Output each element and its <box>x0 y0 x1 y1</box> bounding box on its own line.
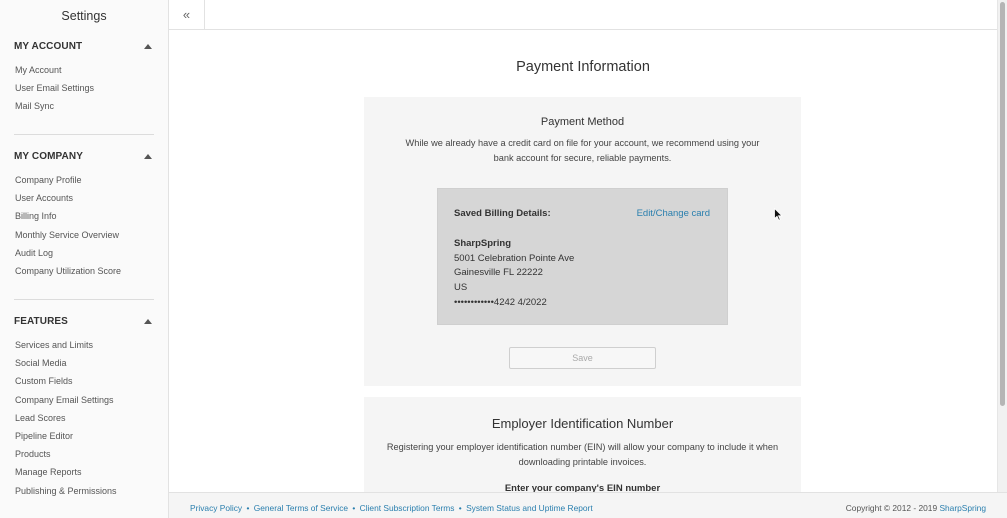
footer <box>169 492 1007 518</box>
footer-separator: • <box>352 503 356 513</box>
ein-description: Registering your employer identification number (EIN) will allow your company to include it when downloading printable invoices. <box>386 442 779 467</box>
sidebar-item-user-email-settings[interactable]: User Email Settings <box>15 83 95 94</box>
billing-country: US <box>454 282 468 294</box>
caret-up-icon[interactable] <box>144 319 152 324</box>
copyright <box>846 503 986 513</box>
payment-method-description: While we already have a credit card on file for your account, we recommend using your bank account for secure, reliable payments. <box>405 138 760 163</box>
sidebar-item-billing-info[interactable]: Billing Info <box>15 211 57 222</box>
ein-title: Employer Identification Number <box>491 416 674 431</box>
sidebar-item-products[interactable]: Products <box>15 449 51 460</box>
section-header-my-company[interactable] <box>14 148 154 164</box>
billing-address <box>454 237 574 310</box>
saved-billing-details-box <box>437 188 728 325</box>
footer-separator: • <box>246 503 250 513</box>
saved-billing-details-label: Saved Billing Details: <box>454 208 551 219</box>
sidebar-item-monthly-service-overview[interactable]: Monthly Service Overview <box>15 229 120 240</box>
caret-up-icon[interactable] <box>144 154 152 159</box>
sidebar-item-user-accounts[interactable]: User Accounts <box>15 193 74 204</box>
section-header-label: MY COMPANY <box>14 150 83 162</box>
sidebar-item-pipeline-editor[interactable]: Pipeline Editor <box>15 430 74 441</box>
sidebar-item-manage-reports[interactable]: Manage Reports <box>15 467 82 478</box>
footer-separator: • <box>458 503 462 513</box>
sidebar-item-mail-sync[interactable]: Mail Sync <box>15 101 55 112</box>
billing-street: 5001 Celebration Pointe Ave <box>454 252 575 264</box>
sidebar-item-publishing-permissions[interactable]: Publishing & Permissions <box>15 485 117 496</box>
section-my-account <box>14 38 154 116</box>
footer-links <box>190 503 593 513</box>
general-terms-link[interactable]: General Terms of Service <box>253 503 349 513</box>
section-header-my-account[interactable] <box>14 38 154 54</box>
billing-card-number: ••••••••••••4242 4/2022 <box>454 296 547 308</box>
ein-input-label: Enter your company's EIN number <box>504 483 661 492</box>
sidebar-item-my-account[interactable]: My Account <box>15 65 62 75</box>
sidebar-item-services-and-limits[interactable]: Services and Limits <box>15 340 94 350</box>
privacy-policy-link[interactable]: Privacy Policy <box>190 503 243 513</box>
sidebar-item-custom-fields[interactable]: Custom Fields <box>15 376 73 387</box>
client-subscription-terms-link[interactable]: Client Subscription Terms <box>359 503 455 513</box>
section-my-company <box>14 148 154 280</box>
ein-card <box>364 397 801 492</box>
section-header-features[interactable] <box>14 313 154 329</box>
section-features <box>14 313 154 500</box>
sidebar-item-company-email-settings[interactable]: Company Email Settings <box>15 394 114 405</box>
billing-company-name: SharpSpring <box>454 238 512 249</box>
copyright-text: Copyright © 2012 - 2019 <box>845 503 938 513</box>
section-header-label: MY ACCOUNT <box>14 40 83 52</box>
sidebar-divider <box>14 134 154 135</box>
caret-up-icon[interactable] <box>144 44 152 49</box>
sidebar-item-social-media[interactable]: Social Media <box>15 358 67 369</box>
sidebar-item-lead-scores[interactable]: Lead Scores <box>15 412 66 423</box>
sidebar-item-audit-log[interactable]: Audit Log <box>15 247 54 258</box>
sidebar-item-company-profile[interactable]: Company Profile <box>15 175 82 185</box>
main-scrollbar[interactable] <box>997 0 1007 492</box>
sidebar-item-company-utilization-score[interactable]: Company Utilization Score <box>15 265 122 276</box>
scrollbar-thumb[interactable] <box>1000 2 1005 406</box>
collapse-sidebar-button[interactable] <box>169 0 205 29</box>
system-status-link[interactable]: System Status and Uptime Report <box>466 503 593 513</box>
main-content <box>169 30 997 492</box>
sidebar-title: Settings <box>61 9 107 23</box>
settings-sidebar <box>0 0 169 518</box>
sidebar-divider <box>14 299 154 300</box>
save-button[interactable]: Save <box>509 347 656 369</box>
payment-method-title: Payment Method <box>540 116 625 128</box>
page-title: Payment Information <box>516 59 650 75</box>
sharpspring-link[interactable]: SharpSpring <box>939 503 986 513</box>
section-header-label: FEATURES <box>14 315 68 327</box>
top-bar <box>169 0 997 30</box>
edit-change-card-link[interactable]: Edit/Change card <box>636 208 710 219</box>
billing-city-state-zip: Gainesville FL 22222 <box>454 267 543 279</box>
payment-method-card <box>364 97 801 386</box>
double-chevron-left-icon: « <box>182 7 191 22</box>
